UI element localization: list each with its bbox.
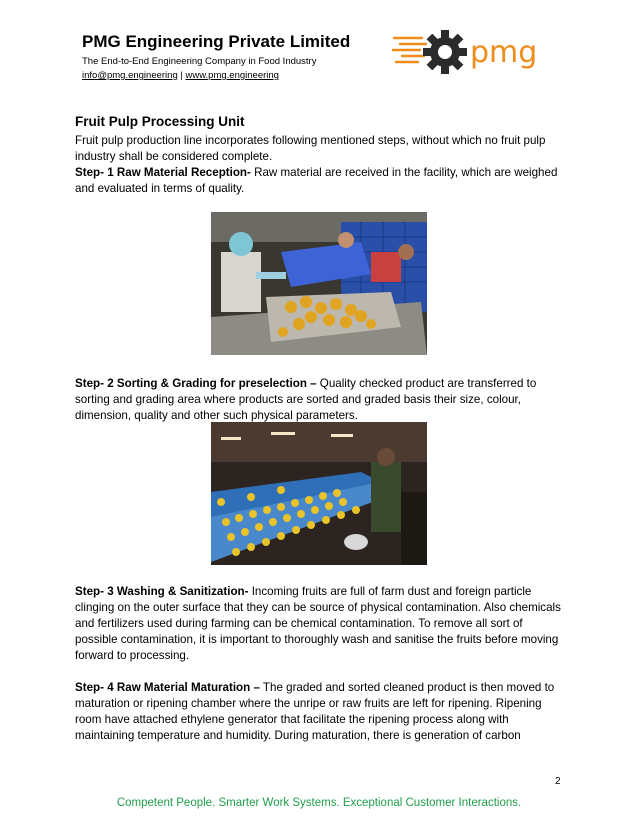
contact-line — [82, 70, 279, 81]
step-4-paragraph — [75, 680, 565, 744]
email-link[interactable]: info@pmg.engineering — [82, 70, 178, 81]
raw-material-reception-photo — [211, 212, 427, 355]
step-4-heading: Step- 4 Raw Material Maturation – — [75, 681, 260, 694]
step-1-heading: Step- 1 Raw Material Reception- — [75, 166, 251, 179]
logo-wordmark: pmg — [470, 35, 538, 70]
footer-slogan: Competent People. Smarter Work Systems. Exceptional Customer Interactions. — [116, 797, 522, 809]
pmg-logo — [392, 24, 552, 80]
company-tagline: The End-to-End Engineering Company in Food Industry — [82, 56, 317, 67]
step-2-heading: Step- 2 Sorting & Grading for preselection – — [75, 377, 317, 390]
step-1-paragraph — [75, 165, 565, 197]
section-title: Fruit Pulp Processing Unit — [75, 114, 245, 129]
contact-separator: | — [180, 70, 183, 81]
step-2-paragraph — [75, 376, 565, 424]
step-1-text: Raw material are received in the facility, which are weighed and evaluated in terms of quality. — [75, 166, 558, 195]
intro-paragraph: Fruit pulp production line incorporates following mentioned steps, without which no fruit pulp industry shall be considered complete. — [75, 134, 546, 163]
step-3-paragraph — [75, 584, 565, 664]
sorting-grading-photo — [211, 422, 427, 565]
page-number: 2 — [555, 776, 561, 787]
step-2-text: Quality checked product are transferred to sorting and grading area where products are sorted and graded basis their size, colour, dimension, quality and other such physical parameters. — [75, 377, 537, 422]
speed-lines-icon — [392, 38, 426, 62]
step-3-heading: Step- 3 Washing & Sanitization- — [75, 585, 249, 598]
website-link[interactable]: www.pmg.engineering — [185, 70, 279, 81]
step-4-text: The graded and sorted cleaned product is then moved to maturation or ripening chamber where the unripe or raw fruits are left for ripening. Ripening room have attached ethylene generator that facilitate the ripening process along with maintaining temperature and humidity. During maturation, there is generation of carbon — [75, 681, 555, 742]
company-name: PMG Engineering Private Limited — [82, 32, 351, 51]
step-3-text: Incoming fruits are full of farm dust and foreign particle clinging on the outer surface that they can be source of physical contamination. Also chemicals and fertilizers used during farming can be chemical contamination. To remove all sort of possible contamination, it is important to thoroughly wash and sanitise the fruits before moving forward to processing. — [75, 585, 561, 662]
gear-icon — [423, 30, 467, 74]
